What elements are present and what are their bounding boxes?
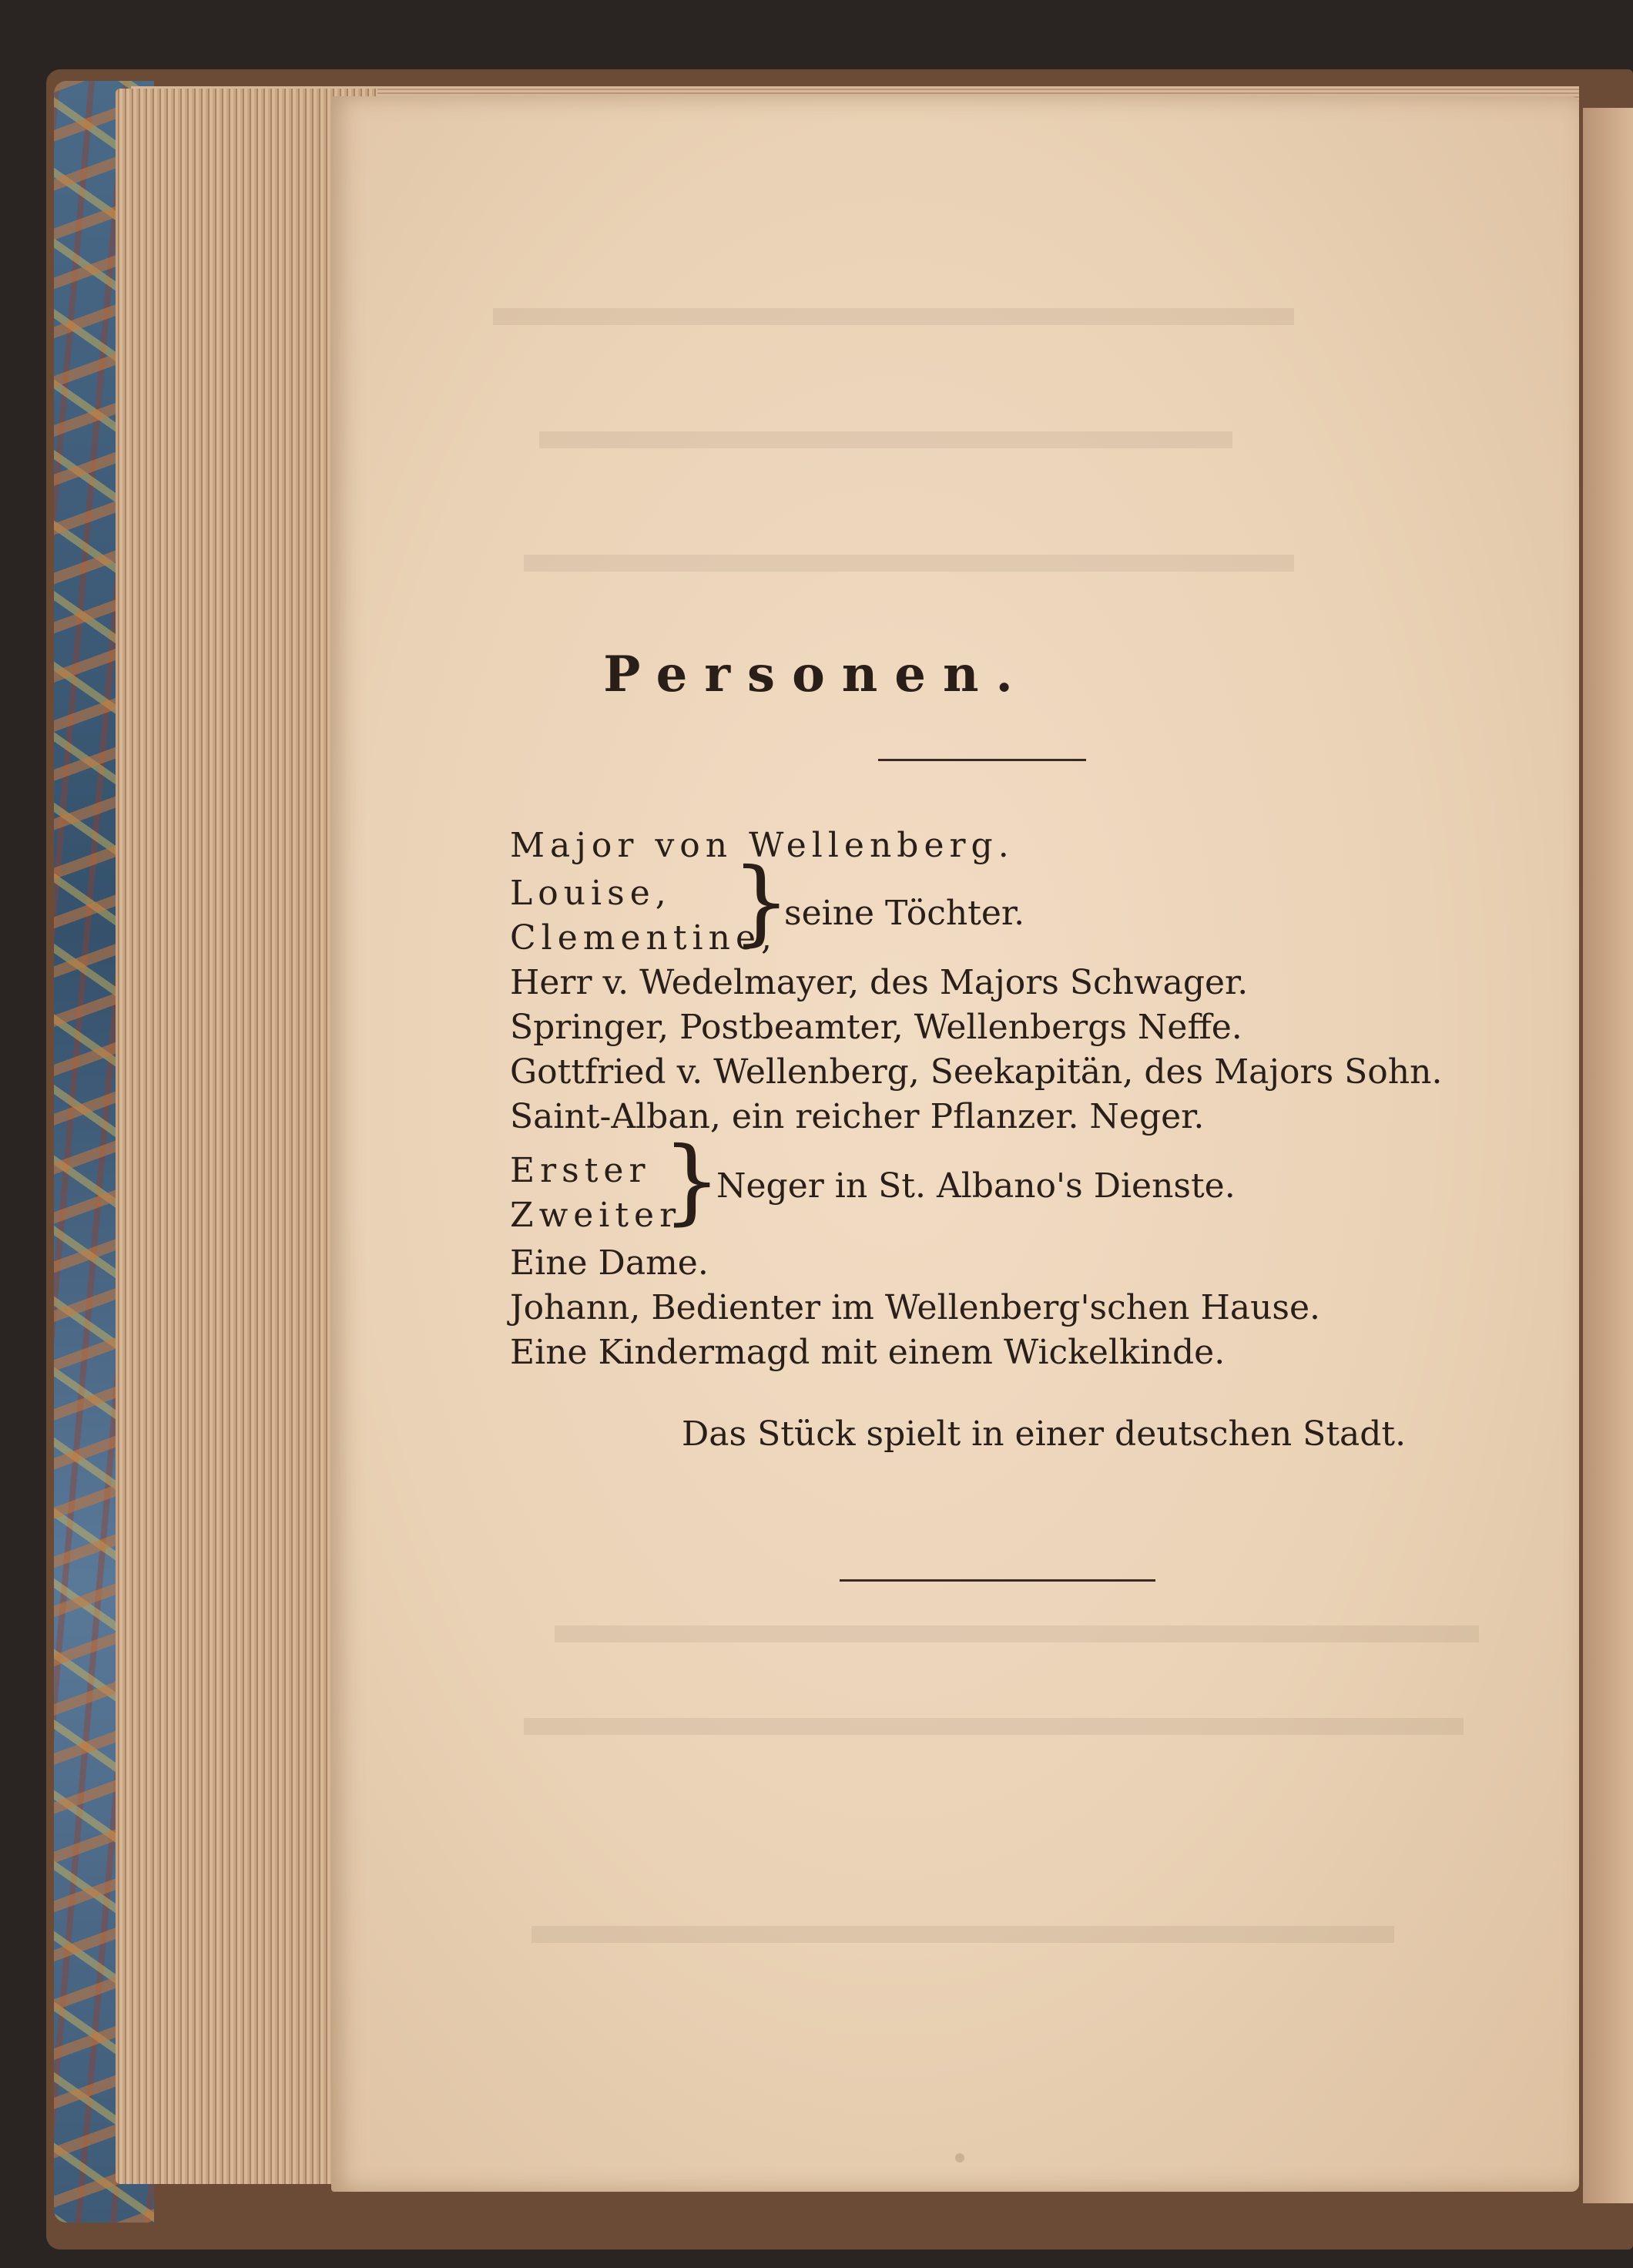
bleed-rule [524, 1718, 1464, 1735]
cast-springer: Springer, Postbeamter, Wellenbergs Neffe. [510, 1008, 1242, 1047]
bleed-rule [531, 1926, 1394, 1943]
cast-major: Major von Wellenberg. [510, 826, 1014, 865]
facing-page-edge [1583, 108, 1633, 2203]
cast-saint-alban: Saint-Alban, ein reicher Pflanzer. Neger. [510, 1097, 1205, 1136]
cast-daughters-role: seine Töchter. [784, 894, 1025, 933]
cast-gottfried: Gottfried v. Wellenberg, Seekapitän, des Majors Sohn. [510, 1052, 1443, 1092]
book-page [331, 96, 1579, 2192]
cast-louise: Louise, [510, 874, 672, 913]
bleed-rule [493, 308, 1294, 325]
bleed-rule [539, 431, 1232, 448]
bleed-rule [555, 1626, 1479, 1642]
cast-clementine: Clementine, [510, 918, 777, 958]
bleed-rule [524, 555, 1294, 572]
page-title: Personen. [603, 646, 1030, 703]
brace-servants: } [662, 1128, 722, 1235]
end-rule [840, 1579, 1155, 1582]
title-rule [878, 759, 1086, 761]
cast-johann: Johann, Bedienter im Wellenberg'schen Hause. [510, 1288, 1321, 1327]
cast-first: Erster [510, 1151, 651, 1190]
paper-spot [955, 2153, 964, 2162]
cast-wedelmayer: Herr v. Wedelmayer, des Majors Schwager. [510, 963, 1249, 1002]
cast-nursemaid: Eine Kindermagd mit einem Wickelkinde. [510, 1333, 1226, 1372]
brace-daughters: } [732, 849, 791, 956]
cast-second: Zweiter [510, 1196, 682, 1235]
cast-lady: Eine Dame. [510, 1243, 709, 1283]
setting-line: Das Stück spielt in einer deutschen Stadt. [682, 1414, 1407, 1454]
cast-servants-role: Neger in St. Albano's Dienste. [716, 1166, 1236, 1206]
